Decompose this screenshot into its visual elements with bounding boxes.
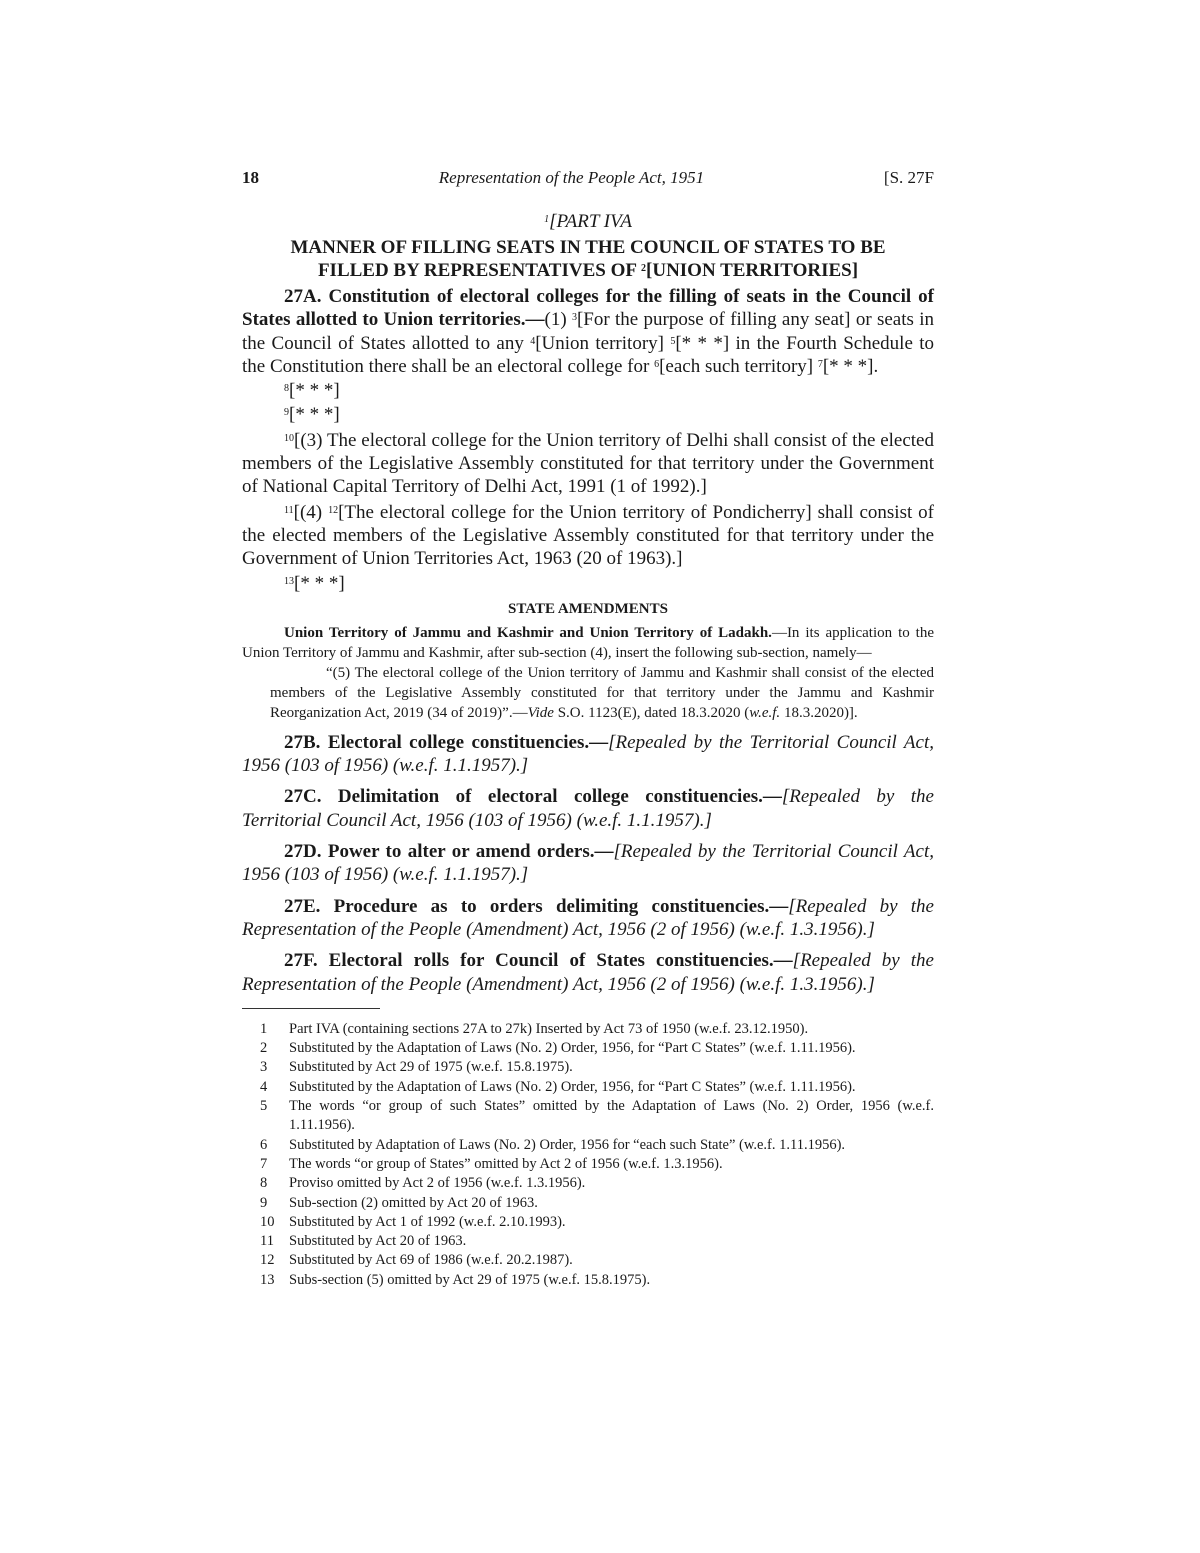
repealed-section [242,785,934,832]
footnote [242,1174,934,1193]
heading-line-2 [242,259,934,282]
footnote [242,1251,934,1270]
subsection-4 [242,501,934,571]
heading-text: FILLED BY REPRESENTATIVES OF [317,260,642,281]
text: “(5) The electoral college of the Union territory of Jammu and Kashmir shall consist of the elected members of the Legislative Assembly constituted for that territory under the Jammu and Kashmir Reorganization Act, 2019 (34 of 2019)”.— [270,664,934,721]
repealed-section [242,949,934,996]
text: 18.3.2020)]. [780,704,858,721]
page-number: 18 [242,168,259,187]
footnote-text: The words “or group of such States” omitted by the Adaptation of Laws (No. 2) Order, 1956 (w.e.f. 1.11.1956). [289,1098,934,1134]
running-title: Representation of the People Act, 1951 [438,168,705,187]
footnote [242,1097,934,1136]
footnote-ref: 7 [817,358,823,370]
footnote-text: Substituted by Act 69 of 1986 (w.e.f. 20.2.1987). [289,1252,573,1269]
footnote [242,1058,934,1077]
footnote-number: 8 [260,1175,268,1192]
text: [(3) The electoral college for the Union territory of Delhi shall consist of the elected members of the Legislative Assembly constituted for that territory under the Government of National Capital Territory of Delhi Act, 1991 (1 of 1992).] [242,429,934,498]
footnote-number: 12 [260,1252,275,1269]
text: [The electoral college for the Union territory of Pondicherry] shall consist of the elected members of the Legislative Assembly constituted for that territory under the Government of Union Territories Act, 1963 (20 of 1963).] [242,501,935,570]
part-heading [242,236,934,282]
footnote [242,1039,934,1058]
footnote-ref: 4 [530,335,536,347]
text: [* * *] [289,404,340,426]
text: w.e.f. [749,704,781,721]
footnote [242,1136,934,1155]
text: [each such territory] [659,355,818,377]
repealed-sections [242,731,934,996]
footnote [242,1271,934,1290]
footnote-text: Sub-section (2) omitted by Act 20 of 1963. [289,1194,538,1211]
page-header [242,168,934,192]
document-page [242,168,934,1290]
footnote-text: The words “or group of States” omitted by Act 2 of 1956 (w.e.f. 1.3.1956). [289,1155,723,1172]
footnote-number: 5 [260,1098,268,1115]
part-label: [PART IVA [549,211,632,232]
footnote-ref: 6 [654,358,660,370]
text: [* * *] in the Fourth Schedule to the Constitution there shall be an electoral college for [242,332,935,377]
text: [* * *] [289,380,340,402]
section-title: 27B. Electoral college constituencies.— [284,731,609,753]
footnote-ref: 9 [284,407,289,419]
footnote-number: 9 [260,1194,268,1211]
repeal-note: [Repealed by the Representation of the People (Amendment) Act, 1956 (2 of 1956) (w.e.f. 1.3.1956).] [242,895,934,940]
section-27a-para-1 [242,285,934,378]
repeal-note: [Repealed by the Representation of the People (Amendment) Act, 1956 (2 of 1956) (w.e.f. 1.3.1956).] [242,950,934,995]
footnote [242,1194,934,1213]
footnote-ref: 5 [670,335,676,347]
state-amendment-text [242,623,934,663]
text: [(4) [293,501,329,523]
footnote-number: 4 [260,1078,268,1095]
footnote-ref: 12 [328,504,339,516]
repeal-note: [Repealed by the Territorial Council Act, 1956 (103 of 1956) (w.e.f. 1.1.1957).] [242,731,934,777]
footnote-number: 10 [260,1213,275,1230]
footnote [242,1213,934,1232]
text: Vide [527,704,554,721]
repeal-note: [Repealed by the Territorial Council Act, 1956 (103 of 1956) (w.e.f. 1.1.1957).] [242,841,934,886]
footnote-ref: 11 [284,504,294,516]
footnote-number: 11 [260,1233,274,1250]
footnote-ref: 1 [544,214,550,225]
footnotes-list [242,1020,934,1290]
omitted-subsection-2 [242,403,934,426]
footnote-number: 7 [260,1155,268,1172]
footnote-ref: 13 [284,575,294,587]
footnote-ref: 10 [284,432,294,444]
state-amendments-heading: STATE AMENDMENTS [508,600,668,617]
footnote [242,1232,934,1251]
heading-line-1: MANNER OF FILLING SEATS IN THE COUNCIL OF STATES TO BE [290,237,886,258]
footnote-ref: 8 [284,383,289,395]
text: [* * *] [294,572,345,594]
inserted-subsection-quote [270,663,934,723]
footnote-number: 3 [260,1059,268,1076]
omitted-proviso [242,379,934,402]
omitted-subsection-5 [242,572,934,595]
text: [Union territory] [535,332,671,354]
footnote-number: 1 [260,1020,268,1037]
footnote-text: Substituted by the Adaptation of Laws (No. 2) Order, 1956, for “Part C States” (w.e.f. 1.11.1956). [289,1078,856,1095]
section-title: 27D. Power to alter or amend orders.— [284,841,614,863]
footnote-text: Substituted by the Adaptation of Laws (No. 2) Order, 1956, for “Part C States” (w.e.f. 1.11.1956). [289,1040,856,1057]
footnote-text: Substituted by Adaptation of Laws (No. 2) Order, 1956 for “each such State” (w.e.f. 1.11.1956). [289,1136,846,1153]
footnote-ref: 3 [571,312,577,324]
footnote-text: Subs-section (5) omitted by Act 29 of 1975 (w.e.f. 15.8.1975). [289,1271,651,1288]
footnote-text: Substituted by Act 29 of 1975 (w.e.f. 15.8.1975). [289,1059,573,1076]
footnote [242,1020,934,1039]
section-title: 27E. Procedure as to orders delimiting constituencies.— [284,895,789,917]
repealed-section [242,840,934,887]
footnote-text: Part IVA (containing sections 27A to 27k) Inserted by Act 73 of 1950 (w.e.f. 23.12.1950). [289,1020,809,1037]
subsection-3 [242,429,934,499]
text: —In its application to the Union Territory of Jammu and Kashmir, after sub-section (4), insert the following sub-section, namely— [242,624,934,661]
footnote [242,1078,934,1097]
footnote-number: 2 [260,1040,268,1057]
repealed-section [242,895,934,942]
footnote-text: Proviso omitted by Act 2 of 1956 (w.e.f. 1.3.1956). [289,1175,586,1192]
section-title: 27F. Electoral rolls for Council of States constituencies.— [284,950,793,972]
repealed-section [242,731,934,778]
footnote-divider [242,1008,380,1009]
text: [For the purpose of filling any seat] or seats in the Council of States allotted to any [242,309,934,354]
footnote-ref: 2 [641,263,647,274]
footnote-text: Substituted by Act 1 of 1992 (w.e.f. 2.10.1993). [289,1213,566,1230]
repeal-note: [Repealed by the Territorial Council Act, 1956 (103 of 1956) (w.e.f. 1.1.1957).] [242,786,934,831]
text: [* * *]. [822,355,879,377]
part-title [242,210,934,234]
section-reference: [S. 27F [883,168,934,187]
text: S.O. 1123(E), dated 18.3.2020 ( [553,704,750,721]
text: (1) [544,309,572,331]
amendment-lead: Union Territory of Jammu and Kashmir and Union Territory of Ladakh. [284,624,772,641]
footnote-text: Substituted by Act 20 of 1963. [289,1233,467,1250]
heading-text: [UNION TERRITORIES] [646,260,859,281]
footnote-number: 6 [260,1136,268,1153]
footnote-number: 13 [260,1271,275,1288]
section-title: 27A. Constitution of electoral colleges for the filling of seats in the Council of States allotted to Union territories.— [242,286,934,331]
section-title: 27C. Delimitation of electoral college constituencies.— [284,786,782,808]
footnote [242,1155,934,1174]
